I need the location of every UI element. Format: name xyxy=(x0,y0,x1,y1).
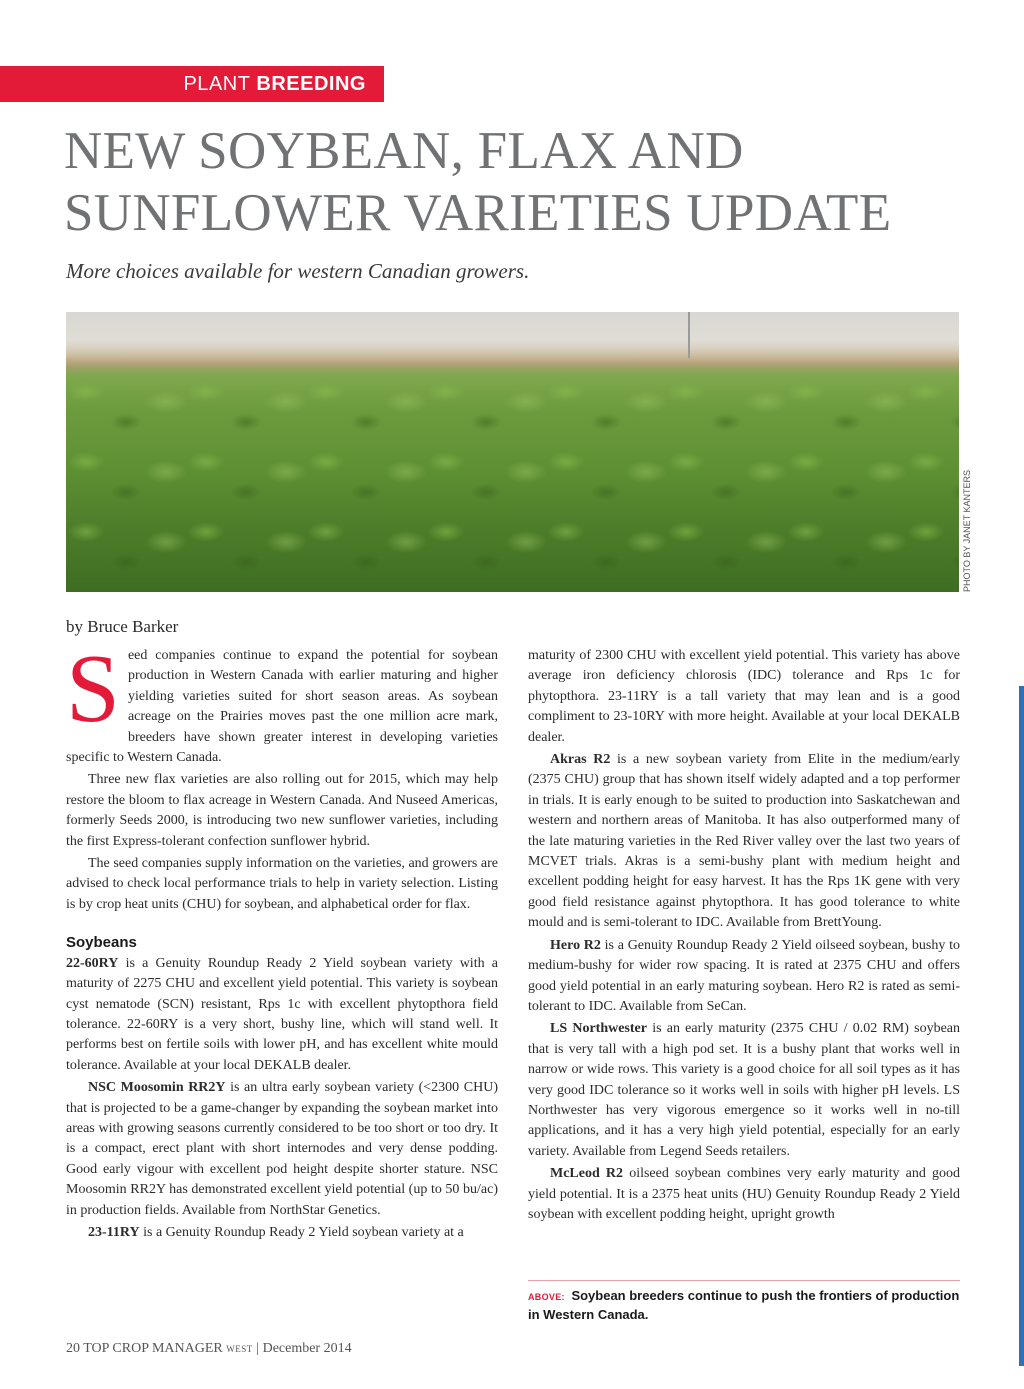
subhead-soybeans: Soybeans xyxy=(66,934,137,952)
headline-line-2: SUNFLOWER VARIETIES UPDATE xyxy=(64,184,892,242)
variety-entry xyxy=(66,1223,498,1243)
variety-text: is an ultra early soybean variety (<2300 CHU) that is projected to be a game-changer by expanding the soybean market into areas with growing seasons currently considered to be too short or too dry. It is a compact, erect plant with short internodes and very dense podding. Good early vigour with excellent pod height despite shorter stature. NSC Moosomin RR2Y has demonstrated excellent yield potential (up to 50 bu/ac) in production fields. Available from NorthStar Genetics. xyxy=(66,1080,498,1218)
variety-entry xyxy=(528,1164,960,1225)
headline-line-1: NEW SOYBEAN, FLAX AND xyxy=(64,122,744,180)
paragraph: The seed companies supply information on the varieties, and growers are advised to check local performance trials to help in variety selection. Listing is by crop heat units (CHU) for soybean, and alphabetical order for flax. xyxy=(66,856,498,912)
byline: by Bruce Barker xyxy=(66,617,179,636)
variety-text: is a new soybean variety from Elite in the medium/early (2375 CHU) group that has shown itself widely adapted and a top performer in trials. It is early enough to be suited to production into Saskatchewan and western and northern areas of Manitoba. It has also outperformed many of the late maturing varieties in the Red River valley over the last two years of MCVET trials. Akras is a semi-bushy plant with medium height and excellent podding height for easy harvest. It has the Rps 1K gene with very good field resistance against phytopthora. It has good tolerance to white mould and is semi-tolerant to IDC. Available from BrettYoung. xyxy=(528,752,961,931)
column-left xyxy=(66,635,498,1245)
magazine-name: TOP CROP MANAGER xyxy=(83,1341,223,1356)
page-footer xyxy=(66,1341,352,1357)
intro-text: eed companies continue to expand the potential for soybean production in Western Canada with earlier maturing and higher yielding varieties suited for short season areas. As soybean acreage on the Prairies moves past the one million acre mark, breeders have shown greater interest in developing varieties specific to Western Canada. xyxy=(66,648,498,766)
caption-text: Soybean breeders continue to push the frontiers of production in Western Canada. xyxy=(528,1288,960,1322)
photo-credit: PHOTO BY JANET KANTERS xyxy=(962,469,972,592)
variety-text: is a Genuity Roundup Ready 2 Yield soybean variety with a maturity of 2275 CHU and excellent yield potential. This variety is soybean cyst nematode (SCN) resistant, Rps 1c with excellent phytopthora field tolerance. 22-60RY is a very short, bushy line, which will stand well. It performs best on fertile soils with lower pH, and has excellent white mould tolerance. Available at your local DEKALB dealer. xyxy=(66,955,498,1073)
variety-name: Akras R2 xyxy=(550,752,611,768)
variety-text: oilseed soybean combines very early maturity and good yield potential. It is a 2375 heat units (HU) Genuity Roundup Ready 2 Yield soybean with excellent podding height, upright growth xyxy=(528,1166,960,1222)
deck: More choices available for western Canadian growers. xyxy=(66,259,530,283)
column-right xyxy=(528,646,960,1227)
section-label-light: PLANT xyxy=(183,72,251,95)
footer-separator: | xyxy=(256,1341,260,1356)
variety-entry xyxy=(528,750,960,934)
intro-paragraph xyxy=(66,635,498,768)
section-tab xyxy=(0,66,384,102)
photo-caption xyxy=(528,1287,960,1323)
variety-entry xyxy=(66,954,498,1076)
variety-text: is a Genuity Roundup Ready 2 Yield soybean variety at a xyxy=(139,1224,464,1240)
variety-name: NSC Moosomin RR2Y xyxy=(88,1080,226,1096)
variety-entry xyxy=(528,1019,960,1162)
variety-text: is an early maturity (2375 CHU / 0.02 RM) soybean that is very tall with a high pod set. It is a bushy plant that works well in narrow or wide rows. This variety is a good choice for all soil types as it has very good IDC tolerance so it works well in soils with higher pH levels. LS Northwester has very vigorous emergence so it works well in no-till applications, and it has a very high yield potential, especially for an early variety. Available from Legend Seeds retailers. xyxy=(528,1021,961,1159)
variety-text: is a Genuity Roundup Ready 2 Yield oilseed soybean, bushy to medium-bushy for wider row spacing. It is rated at 2375 CHU and offers good yield potential in an early maturing soybean. Hero R2 is rated as semi-tolerant to IDC. Available from SeCan. xyxy=(528,937,960,1014)
leaf-texture xyxy=(66,372,959,592)
page-number: 20 xyxy=(66,1341,80,1356)
utility-pole xyxy=(688,312,690,358)
variety-name: 23-11RY xyxy=(88,1224,140,1240)
headline xyxy=(64,120,984,244)
magazine-edition: WEST xyxy=(226,1344,253,1354)
variety-name: McLeod R2 xyxy=(550,1166,624,1182)
variety-name: 22-60RY xyxy=(66,955,119,971)
page-edge-bar xyxy=(1019,686,1024,1366)
soybean-field-photo xyxy=(66,312,959,592)
section-label-bold: BREEDING xyxy=(256,72,366,95)
paragraph: maturity of 2300 CHU with excellent yield potential. This variety has above average iron deficiency chlorosis (IDC) tolerance and Rps 1c for phytopthora. 23-11RY is a tall variety that may lean and is a good compliment to 23-10RY with more height. Available at your local DEKALB dealer. xyxy=(528,648,960,745)
drop-cap: S xyxy=(66,635,120,742)
variety-name: LS Northwester xyxy=(550,1021,647,1037)
paragraph: Three new flax varieties are also rolling out for 2015, which may help restore the bloom to flax acreage in Western Canada. And Nuseed Americas, formerly Seeds 2000, is introducing two new sunflower varieties, including the first Express-tolerant confection sunflower hybrid. xyxy=(66,772,498,849)
issue-date: December 2014 xyxy=(262,1341,352,1356)
caption-divider xyxy=(528,1280,960,1281)
caption-label: ABOVE: xyxy=(528,1292,565,1302)
variety-entry xyxy=(66,1078,498,1221)
variety-name: Hero R2 xyxy=(550,937,601,953)
variety-entry xyxy=(528,936,960,1018)
